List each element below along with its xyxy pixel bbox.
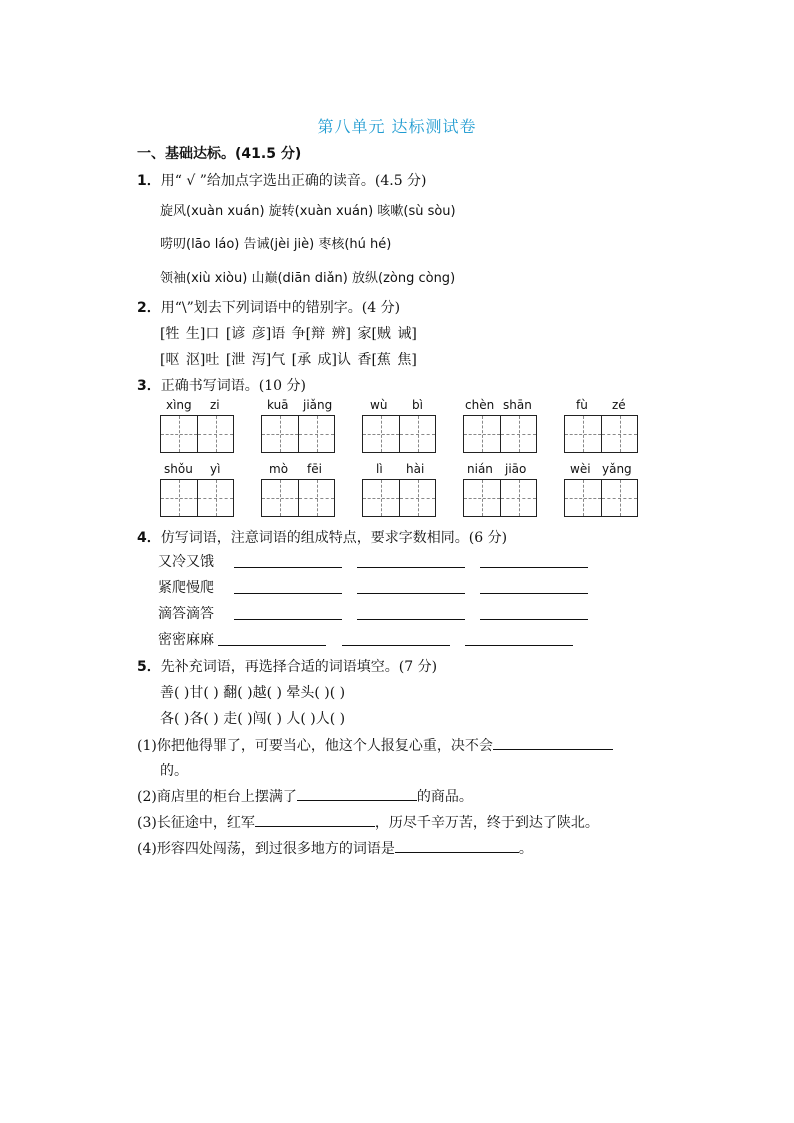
word-choice-row: [呕 沤]吐 [泄 泻]气 [承 成]认 香[蕉 焦] [160, 352, 417, 368]
pinyin-label: shǒu [164, 462, 193, 476]
writing-grid [564, 462, 640, 518]
question-2 [137, 297, 400, 317]
answer-blank[interactable] [234, 567, 342, 568]
writing-box[interactable] [298, 480, 334, 516]
writing-grid [564, 398, 640, 454]
writing-box[interactable] [298, 416, 334, 452]
sentence-1-tail: 的。 [160, 763, 188, 779]
writing-box[interactable] [262, 416, 298, 452]
sentence-text: (3)长征途中，红军 [137, 815, 255, 831]
sentence-text: (4)形容四处闯荡，到过很多地方的词语是 [137, 841, 395, 857]
question-text: 仿写词语，注意词语的组成特点，要求字数相同。(6 分) [160, 530, 508, 546]
pinyin-label: hài [406, 462, 425, 476]
section-heading: 一、基础达标。(41.5 分) [137, 146, 302, 162]
question-text: 用“\”划去下列词语中的错别字。(4 分) [160, 300, 401, 316]
writing-box[interactable] [197, 480, 233, 516]
question-3 [137, 375, 306, 395]
question-4 [137, 527, 507, 547]
pinyin-label: nián [467, 462, 493, 476]
writing-grid [160, 462, 236, 518]
writing-box[interactable] [262, 480, 298, 516]
writing-grid [261, 398, 337, 454]
question-number: 2． [137, 300, 161, 316]
pinyin-label: mò [269, 462, 289, 476]
writing-box[interactable] [500, 480, 536, 516]
writing-box[interactable] [197, 416, 233, 452]
pinyin-label: zé [612, 398, 626, 412]
answer-blank[interactable] [395, 838, 519, 853]
writing-grid [463, 398, 539, 454]
writing-box[interactable] [464, 480, 500, 516]
sentence-text: (1)你把他得罪了，可要当心，他这个人报复心重，决不会 [137, 738, 493, 754]
writing-box[interactable] [399, 416, 435, 452]
writing-box[interactable] [601, 480, 637, 516]
pinyin-label: bì [412, 398, 423, 412]
pinyin-label: kuā [267, 398, 289, 412]
answer-blank[interactable] [297, 786, 417, 801]
question-number: 5． [137, 659, 161, 675]
writing-box[interactable] [399, 480, 435, 516]
pinyin-row: 唠叨(lāo láo) 告诫(jèi jiè) 枣核(hú hé) [160, 237, 392, 252]
question-number: 3． [137, 378, 161, 394]
example-word: 滴答滴答 [158, 606, 214, 622]
question-5 [137, 656, 437, 676]
word-choice-row: [牲 生]口 [谚 彦]语 争[辩 辨] 家[贼 诫] [160, 326, 417, 342]
pinyin-label: zi [210, 398, 220, 412]
writing-grid [362, 462, 438, 518]
answer-blank[interactable] [480, 619, 588, 620]
writing-box[interactable] [601, 416, 637, 452]
pinyin-label: wù [370, 398, 388, 412]
answer-blank[interactable] [234, 593, 342, 594]
fill-in-row: 各( )各( ) 走( )闯( ) 人( )人( ) [160, 711, 346, 727]
pinyin-label: fēi [307, 462, 322, 476]
answer-blank[interactable] [342, 645, 450, 646]
question-text: 先补充词语，再选择合适的词语填空。(7 分) [160, 659, 438, 675]
pinyin-label: jiāo [505, 462, 527, 476]
writing-box[interactable] [363, 416, 399, 452]
writing-box[interactable] [500, 416, 536, 452]
sentence-1 [137, 735, 613, 755]
pinyin-label: yì [210, 462, 221, 476]
sentence-3 [137, 812, 599, 832]
example-word: 紧爬慢爬 [158, 580, 214, 596]
answer-blank[interactable] [480, 567, 588, 568]
sentence-2 [137, 786, 473, 806]
question-1 [137, 170, 427, 190]
answer-blank[interactable] [357, 593, 465, 594]
pinyin-label: fù [576, 398, 588, 412]
answer-blank[interactable] [357, 619, 465, 620]
writing-grid [463, 462, 539, 518]
pinyin-row: 领袖(xiù xiòu) 山巅(diān diǎn) 放纵(zòng còng) [160, 271, 456, 286]
writing-grid [160, 398, 236, 454]
writing-box[interactable] [565, 416, 601, 452]
question-number: 1． [137, 173, 161, 189]
fill-in-row: 善( )甘( ) 翻( )越( ) 晕头( )( ) [160, 685, 346, 701]
question-text: 用“ √ ”给加点字选出正确的读音。(4.5 分) [160, 173, 427, 189]
pinyin-row: 旋风(xuàn xuán) 旋转(xuàn xuán) 咳嗽(sù sòu) [160, 204, 456, 219]
pinyin-label: xìng [166, 398, 192, 412]
example-word: 又冷又饿 [158, 554, 214, 570]
answer-blank[interactable] [465, 645, 573, 646]
sentence-text: ，历尽千辛万苦，终于到达了陕北。 [374, 815, 599, 831]
question-text: 正确书写词语。(10 分) [160, 378, 306, 394]
writing-box[interactable] [363, 480, 399, 516]
answer-blank[interactable] [255, 812, 375, 827]
pinyin-label: yǎng [602, 462, 632, 476]
example-word: 密密麻麻 [158, 632, 214, 648]
pinyin-label: wèi [570, 462, 591, 476]
writing-box[interactable] [161, 416, 197, 452]
page-title: 第八单元 达标测试卷 [317, 117, 477, 136]
answer-blank[interactable] [218, 645, 326, 646]
writing-grid [261, 462, 337, 518]
answer-blank[interactable] [234, 619, 342, 620]
sentence-text: (2)商店里的柜台上摆满了 [137, 789, 297, 805]
answer-blank[interactable] [493, 735, 613, 750]
pinyin-label: shān [503, 398, 532, 412]
pinyin-label: jiǎng [303, 398, 333, 412]
answer-blank[interactable] [480, 593, 588, 594]
writing-box[interactable] [464, 416, 500, 452]
pinyin-label: lì [376, 462, 383, 476]
pinyin-label: chèn [465, 398, 495, 412]
sentence-text: 。 [518, 841, 533, 857]
sentence-text: 的商品。 [416, 789, 473, 805]
question-number: 4． [137, 530, 161, 546]
sentence-4 [137, 838, 533, 858]
writing-box[interactable] [161, 480, 197, 516]
writing-box[interactable] [565, 480, 601, 516]
writing-grid [362, 398, 438, 454]
answer-blank[interactable] [357, 567, 465, 568]
